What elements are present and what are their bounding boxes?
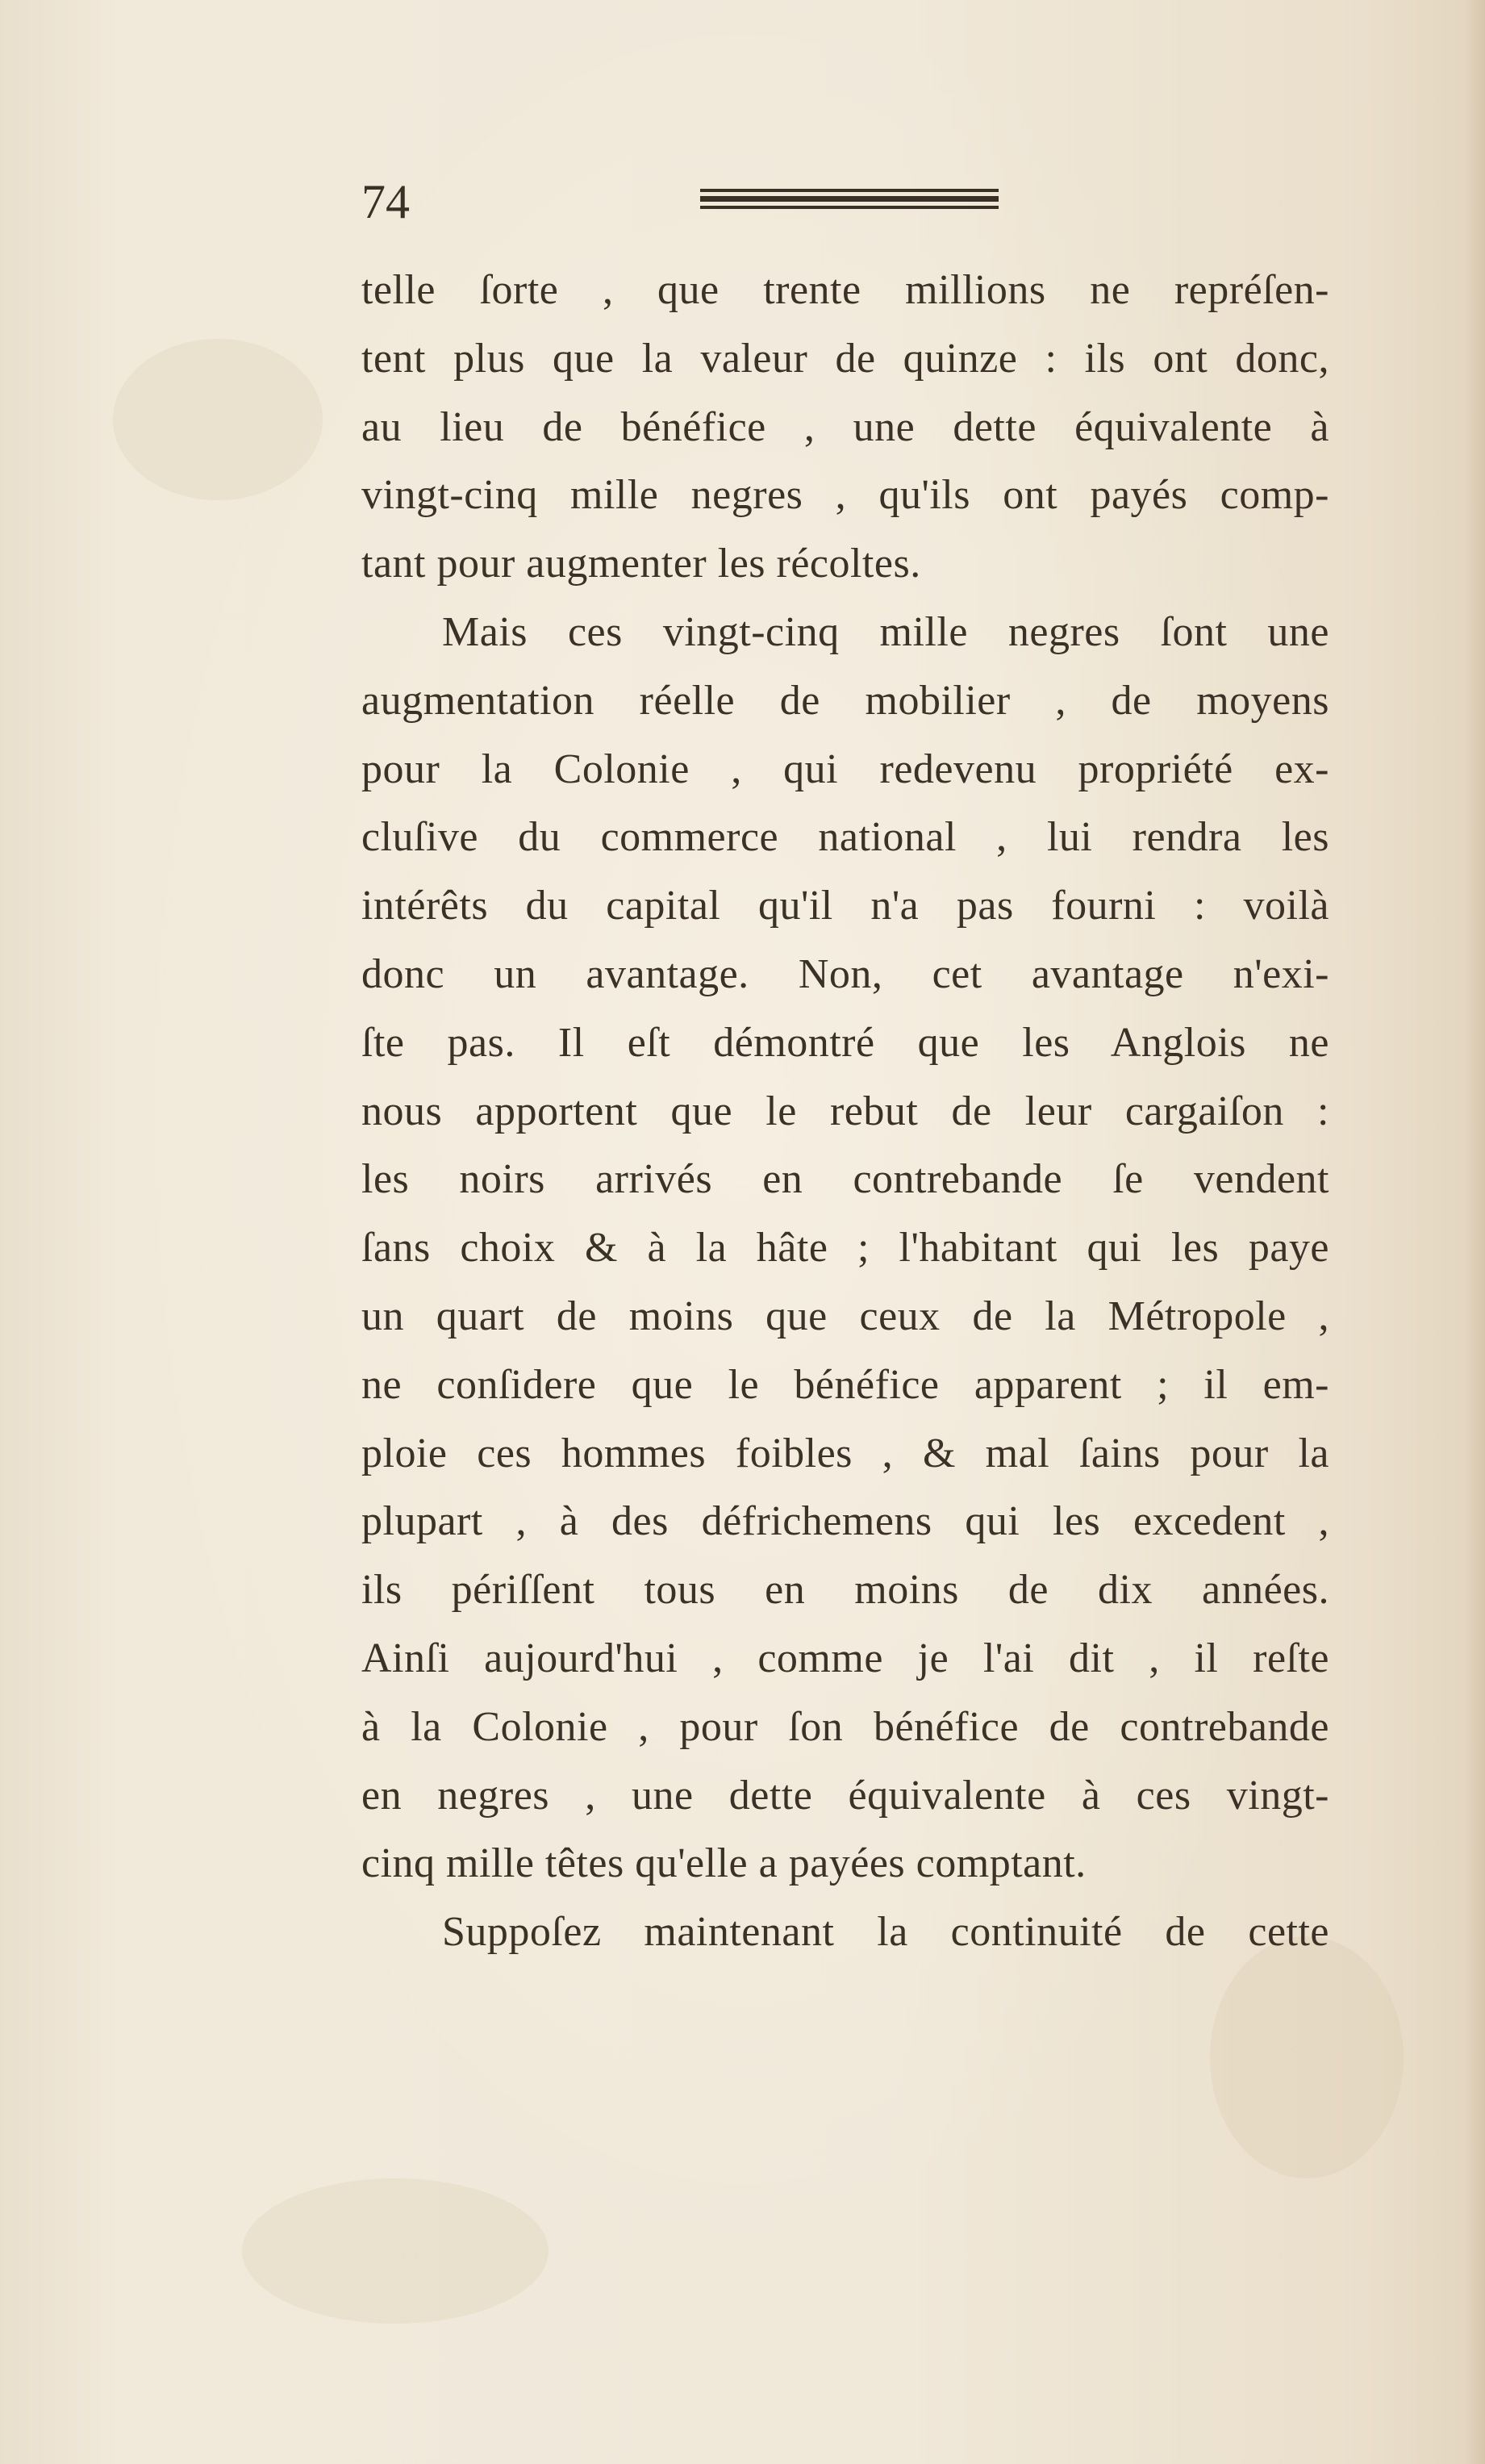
text-line: ſte pas. Il eſt démontré que les Anglois ne bbox=[361, 1019, 1329, 1066]
rule-line bbox=[700, 196, 999, 202]
text-line: au lieu de bénéfice , une dette équivalente à bbox=[361, 403, 1329, 450]
page-number: 74 bbox=[361, 175, 410, 228]
text-line: les noirs arrivés en contrebande ſe vendent bbox=[361, 1156, 1329, 1203]
paper-stain bbox=[242, 2178, 549, 2324]
text-line: tent plus que la valeur de quinze : ils ont donc, bbox=[361, 335, 1329, 382]
rule-line bbox=[700, 189, 999, 192]
text-line: un quart de moins que ceux de la Métropole , bbox=[361, 1293, 1329, 1339]
text-line: telle ſorte , que trente millions ne repréſen- bbox=[361, 267, 1329, 313]
text-line: en negres , une dette équivalente à ces vingt- bbox=[361, 1772, 1329, 1819]
paper-stain bbox=[113, 339, 323, 500]
text-line: cluſive du commerce national , lui rendra les bbox=[361, 814, 1329, 861]
text-line: à la Colonie , pour ſon bénéfice de contrebande bbox=[361, 1703, 1329, 1750]
text-line: cinq mille têtes qu'elle a payées comptant. bbox=[361, 1840, 1087, 1887]
text-line: ploie ces hommes foibles , & mal ſains pour la bbox=[361, 1430, 1329, 1476]
text-line: augmentation réelle de mobilier , de moyens bbox=[361, 677, 1329, 724]
paragraph-start-line: Suppoſez maintenant la continuité de cette bbox=[442, 1909, 1329, 1956]
text-line: tant pour augmenter les récoltes. bbox=[361, 541, 921, 587]
ornamental-rule bbox=[700, 189, 999, 210]
text-line: pour la Colonie , qui redevenu propriété ex- bbox=[361, 745, 1329, 792]
page-header bbox=[361, 161, 1362, 250]
text-line: vingt-cinq mille negres , qu'ils ont payés comp- bbox=[361, 472, 1329, 519]
text-line: Ainſi aujourd'hui , comme je l'ai dit , il reſte bbox=[361, 1635, 1329, 1681]
text-line: ſans choix & à la hâte ; l'habitant qui les paye bbox=[361, 1225, 1329, 1272]
paragraph-start-line: Mais ces vingt-cinq mille negres ſont une bbox=[442, 608, 1329, 655]
body-text bbox=[361, 257, 1329, 1967]
page-edge-shadow bbox=[1464, 0, 1485, 2464]
text-line: ils périſſent tous en moins de dix années. bbox=[361, 1567, 1329, 1614]
text-line: intérêts du capital qu'il n'a pas fourni : voilà bbox=[361, 883, 1329, 929]
text-line: donc un avantage. Non, cet avantage n'exi- bbox=[361, 950, 1329, 997]
text-line: nous apportent que le rebut de leur cargaiſon : bbox=[361, 1088, 1329, 1134]
paper-stain bbox=[1210, 1936, 1404, 2178]
text-line: ne conſidere que le bénéfice apparent ; il em- bbox=[361, 1361, 1329, 1408]
text-line: plupart , à des défrichemens qui les excedent , bbox=[361, 1498, 1329, 1545]
rule-line bbox=[700, 206, 999, 209]
